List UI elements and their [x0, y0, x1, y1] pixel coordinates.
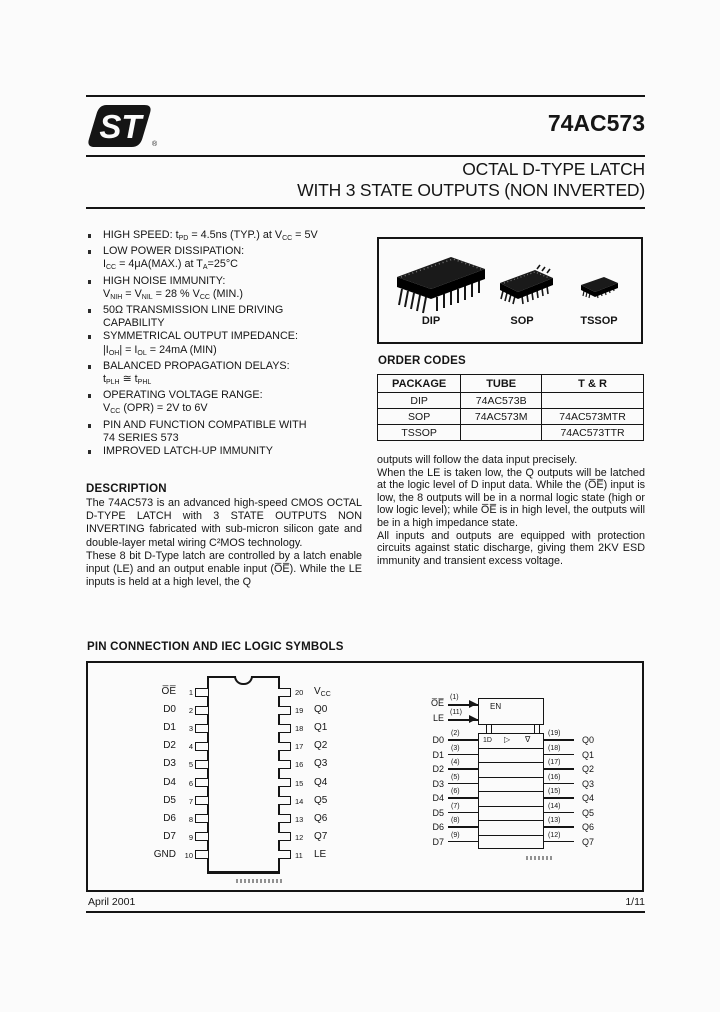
dip-outline — [207, 676, 280, 874]
iec-output-label: Q4 — [582, 793, 595, 804]
dip-pin-stub-right — [278, 760, 291, 769]
text-segment: GND — [153, 848, 176, 860]
features-list — [86, 229, 362, 458]
iec-pin-number: (2) — [451, 730, 460, 738]
text-segment: =25°C — [207, 258, 238, 271]
iec-output-label: Q6 — [582, 822, 595, 833]
dip-figure-code — [236, 879, 282, 883]
iec-pin-number: (13) — [548, 817, 561, 825]
order-codes-cell: 74AC573M — [461, 409, 542, 425]
iec-1d-glyph: 1D — [483, 737, 492, 744]
iec-amplifier-glyph: ▷ — [504, 735, 511, 744]
description-right-column — [377, 454, 645, 567]
iec-connector-right — [534, 724, 540, 733]
text-segment: Q5 — [314, 794, 328, 806]
st-logo — [88, 101, 158, 156]
text-segment: OL — [137, 349, 147, 357]
iec-output-label: Q0 — [582, 735, 595, 746]
description-paragraph: When the LE is taken low, the Q outputs will be latched at the logic level of D input data. While the (O̅E̅) input is low, the 8 outputs will be in a normal logic state (high or low logic level); while O̅E̅ is in high level, the outputs will be in a high impedance state. — [377, 466, 645, 529]
text-segment: D0 — [163, 704, 176, 716]
iec-row-divider — [478, 748, 544, 749]
description-paragraph: All inputs and outputs are equipped with protection circuits against static discharge, giving them 2KV ESD immunity and transient excess voltage. — [377, 529, 645, 567]
order-codes-heading: ORDER CODES — [378, 355, 466, 367]
dip-pin-number: 2 — [188, 706, 193, 716]
iec-input-line — [448, 739, 478, 741]
pin-section-heading: PIN CONNECTION AND IEC LOGIC SYMBOLS — [87, 641, 344, 653]
text-segment: = V — [122, 287, 142, 300]
doc-title-line1: OCTAL D-TYPE LATCH — [462, 159, 645, 179]
doc-title-line2: WITH 3 STATE OUTPUTS (NON INVERTED) — [297, 180, 645, 200]
text-segment: OPERATING VOLTAGE RANGE: — [103, 389, 263, 402]
iec-input-label: D5 — [432, 807, 444, 818]
iec-polarity-triangle-icon — [469, 715, 477, 723]
text-segment: V — [103, 402, 111, 415]
feature-line — [103, 288, 362, 304]
dip-pin-stub-left — [195, 778, 208, 787]
iec-row-divider — [478, 820, 544, 821]
iec-pin-number: (11) — [450, 709, 462, 716]
iec-input-label: D0 — [432, 735, 444, 746]
iec-input-label: D7 — [432, 836, 444, 847]
order-codes-body — [378, 393, 644, 441]
text-segment: Q2 — [314, 740, 328, 752]
dip-pin-stub-left — [195, 850, 208, 859]
bullet-icon — [88, 250, 91, 254]
feature-item — [86, 275, 362, 304]
order-codes-row — [378, 393, 644, 409]
description-left-column — [86, 497, 362, 589]
dip-pin-label — [314, 813, 327, 824]
dip-pin-stub-left — [195, 814, 208, 823]
iec-row-divider — [478, 777, 544, 778]
bullet-icon — [88, 335, 91, 339]
text-segment: = 5V — [292, 229, 318, 241]
text-segment: HIGH NOISE IMMUNITY: — [103, 274, 226, 287]
iec-control-block — [478, 698, 544, 725]
feature-item — [86, 360, 362, 389]
dip-pin-number: 8 — [188, 814, 193, 824]
dip-pin-stub-right — [278, 706, 291, 715]
iec-row-divider — [478, 762, 544, 763]
iec-output-line — [544, 797, 574, 799]
feature-line — [103, 445, 362, 458]
dip-pin-stub-left — [195, 688, 208, 697]
iec-pin-number: (9) — [451, 831, 460, 839]
footer-page-number: 1/11 — [625, 896, 645, 908]
dip-pin-stub-left — [195, 796, 208, 805]
text-segment: CC — [282, 235, 293, 242]
dip-pin-stub-right — [278, 850, 291, 859]
dip-pin-number: 14 — [295, 796, 304, 806]
feature-line — [103, 360, 362, 373]
feature-item — [86, 330, 362, 359]
part-number: 74AC573 — [547, 110, 645, 136]
bullet-icon — [88, 280, 91, 284]
registered-mark: ® — [152, 141, 158, 148]
description-paragraph: outputs will follow the data input precisely. — [377, 454, 578, 466]
dip-package-label: DIP — [421, 315, 441, 327]
order-codes-header-cell: PACKAGE — [378, 375, 461, 393]
text-segment: A — [202, 264, 208, 272]
dip-pin-label — [118, 740, 176, 751]
feature-line — [103, 432, 362, 445]
text-segment: Q0 — [314, 704, 328, 716]
text-segment: I — [103, 258, 106, 271]
iec-output-label: Q3 — [582, 778, 595, 789]
text-segment: V — [314, 686, 321, 697]
feature-item — [86, 245, 362, 274]
iec-input-line — [448, 797, 478, 799]
text-segment: PD — [178, 235, 189, 242]
dip-pin-label — [314, 777, 327, 788]
dip-pin-label — [314, 686, 331, 700]
text-segment: PIN AND FUNCTION COMPATIBLE WITH — [103, 418, 307, 431]
dip-pin-stub-right — [278, 724, 291, 733]
iec-output-label: Q7 — [582, 836, 595, 847]
iec-pin-number: (4) — [451, 759, 460, 767]
dip-pin-label — [118, 686, 176, 697]
feature-line — [103, 258, 362, 274]
bullet-icon — [88, 365, 91, 369]
feature-line — [103, 330, 362, 343]
iec-output-label: Q5 — [582, 807, 595, 818]
text-segment: (OPR) = 2V to 6V — [120, 402, 208, 415]
text-segment: D3 — [163, 758, 176, 770]
text-segment: Q7 — [314, 830, 328, 842]
order-codes-cell: DIP — [378, 393, 461, 409]
iec-control-label: O̅E̅ — [430, 698, 444, 708]
dip-pin-label — [314, 849, 326, 860]
text-segment: V — [103, 287, 111, 300]
dip-pin-label — [118, 831, 176, 842]
feature-line — [103, 389, 362, 402]
feature-item — [86, 389, 362, 418]
text-segment: IMPROVED LATCH-UP IMMUNITY — [103, 445, 273, 458]
text-segment: CC — [199, 293, 210, 301]
order-codes-cell — [542, 393, 644, 409]
feature-item — [86, 229, 362, 245]
footer-rule — [86, 911, 645, 913]
order-codes-cell: 74AC573MTR — [542, 409, 644, 425]
bullet-icon — [88, 309, 91, 313]
text-segment: NIL — [141, 293, 153, 301]
feature-line — [103, 317, 362, 330]
bullet-icon — [88, 234, 91, 238]
dip-pin-number: 10 — [184, 850, 193, 860]
iec-pin-number: (12) — [548, 831, 561, 839]
dip-pin-label — [118, 777, 176, 788]
iec-pin-number: (16) — [548, 773, 561, 781]
iec-pin-number: (17) — [548, 759, 561, 767]
feature-item — [86, 419, 362, 445]
text-segment: 50Ω TRANSMISSION LINE DRIVING — [103, 304, 284, 317]
dip-pin-number: 3 — [188, 724, 193, 734]
iec-output-label: Q1 — [582, 749, 595, 760]
bullet-icon — [88, 424, 91, 428]
dip-pin-label — [314, 831, 327, 842]
order-codes-header-row — [378, 375, 644, 393]
text-segment: O̅E̅ — [161, 686, 176, 697]
dip-pin-stub-left — [195, 832, 208, 841]
svg-text:ST: ST — [99, 108, 142, 145]
iec-polarity-triangle-icon — [469, 700, 477, 708]
text-segment: NIH — [110, 293, 123, 301]
package-box — [377, 237, 643, 344]
dip-pin-stub-right — [278, 814, 291, 823]
iec-pin-number: (8) — [451, 817, 460, 825]
text-segment: Q1 — [314, 722, 328, 734]
dip-pin-number: 16 — [295, 760, 304, 770]
dip-pin-number: 11 — [295, 850, 303, 860]
dip-pin-stub-left — [195, 760, 208, 769]
iec-pin-number: (15) — [548, 788, 561, 796]
iec-input-label: D2 — [432, 764, 444, 775]
description-paragraph: These 8 bit D-Type latch are controlled by a latch enable input (LE) and an output enable input (O̅E̅). While the LE inputs is held at a high level, the Q — [86, 549, 362, 589]
feature-line — [103, 229, 362, 245]
text-segment: OH — [108, 349, 120, 357]
text-segment: t — [103, 373, 106, 386]
description-paragraph: The 74AC573 is an advanced high-speed CMOS OCTAL D-TYPE LATCH with 3 STATE OUTPUTS NON INVERTING fabricated with sub-micron silicon gate and double-layer metal wiring C²MOS technology. — [86, 497, 362, 549]
iec-row-divider — [478, 835, 544, 836]
iec-output-line — [544, 768, 574, 770]
dip-package-photo — [391, 247, 491, 317]
dip-pin-number: 5 — [188, 760, 193, 770]
dip-pin-number: 7 — [188, 796, 193, 806]
text-segment: CC — [320, 691, 331, 698]
iec-pin-number: (1) — [450, 694, 459, 701]
text-segment: HIGH SPEED: t — [103, 229, 179, 241]
header-rule-bottom — [86, 207, 645, 209]
doc-title — [200, 159, 645, 201]
iec-pin-number: (19) — [548, 730, 561, 738]
iec-figure-code — [526, 856, 554, 860]
dip-pin-label — [118, 722, 176, 733]
text-segment: BALANCED PROPAGATION DELAYS: — [103, 359, 290, 372]
order-codes-row — [378, 425, 644, 441]
iec-output-line — [544, 826, 574, 828]
iec-row-divider — [478, 806, 544, 807]
pin-connection-box — [86, 661, 644, 892]
text-segment: 74 SERIES 573 — [103, 431, 179, 444]
description-heading: DESCRIPTION — [86, 483, 167, 495]
dip-pin-label — [118, 813, 176, 824]
order-codes-cell: SOP — [378, 409, 461, 425]
text-segment: D6 — [163, 812, 176, 824]
feature-line — [103, 344, 362, 360]
iec-input-line — [448, 826, 478, 828]
dip-pin-number: 20 — [295, 688, 304, 697]
tssop-package-photo — [577, 271, 621, 305]
text-segment: PHL — [137, 379, 152, 387]
feature-line — [103, 275, 362, 288]
text-segment: ≅ t — [119, 373, 138, 386]
iec-input-line — [448, 812, 478, 814]
text-segment: = 28 % V — [152, 287, 200, 300]
iec-tristate-glyph: ∇ — [525, 735, 531, 744]
dip-pin-stub-left — [195, 724, 208, 733]
header-rule-top — [86, 95, 645, 97]
feature-item — [86, 304, 362, 330]
iec-input-label: D6 — [432, 822, 444, 833]
dip-pin-label — [118, 704, 176, 715]
dip-pin-number: 9 — [188, 832, 193, 842]
iec-control-label: LE — [432, 713, 444, 723]
order-codes-cell: 74AC573TTR — [542, 425, 644, 441]
dip-pin-label — [314, 704, 327, 715]
text-segment: CC — [106, 264, 117, 272]
dip-pin-stub-right — [278, 778, 291, 787]
dip-pin-number: 18 — [295, 724, 304, 734]
feature-line — [103, 373, 362, 389]
dip-pin-label — [314, 740, 327, 751]
order-codes-cell: 74AC573B — [461, 393, 542, 409]
dip-pin-stub-right — [278, 742, 291, 751]
feature-line — [103, 304, 362, 317]
header-rule-mid — [86, 155, 645, 157]
text-segment: = 24mA (MIN) — [146, 343, 217, 356]
dip-pin-stub-right — [278, 796, 291, 805]
dip-pin-number: 19 — [295, 706, 304, 716]
iec-input-line — [448, 841, 478, 843]
iec-en-label: EN — [490, 702, 502, 711]
dip-pin-number: 4 — [188, 742, 193, 752]
text-segment: | = I — [119, 343, 138, 356]
iec-input-line — [448, 783, 478, 785]
text-segment: D4 — [163, 776, 176, 788]
sop-package-photo — [495, 261, 559, 311]
iec-output-line — [544, 812, 574, 814]
text-segment: |I — [103, 343, 109, 356]
iec-input-line — [448, 768, 478, 770]
order-codes-cell: TSSOP — [378, 425, 461, 441]
text-segment: = 4.5ns (TYP.) at V — [188, 229, 283, 241]
dip-pin-number: 6 — [188, 778, 193, 788]
order-codes-row — [378, 409, 644, 425]
text-segment: PLH — [106, 379, 120, 387]
dip-pin-stub-left — [195, 706, 208, 715]
dip-pin-label — [314, 795, 327, 806]
iec-input-label: D4 — [432, 793, 444, 804]
text-segment: D7 — [163, 830, 176, 842]
text-segment: Q3 — [314, 758, 328, 770]
iec-output-line — [544, 754, 574, 756]
iec-pin-number: (3) — [451, 744, 460, 752]
dip-pin-stub-right — [278, 832, 291, 841]
order-codes-table — [377, 374, 644, 441]
dip-pin-label — [118, 758, 176, 769]
dip-pin-label — [118, 849, 176, 860]
iec-input-label: D1 — [432, 749, 444, 760]
order-codes-header-cell: T & R — [542, 375, 644, 393]
text-segment: SYMMETRICAL OUTPUT IMPEDANCE: — [103, 330, 298, 343]
dip-pin-label — [118, 795, 176, 806]
dip-pin-number: 12 — [295, 832, 304, 842]
text-segment: D1 — [163, 722, 176, 734]
bullet-icon — [88, 450, 91, 454]
tssop-package-label: TSSOP — [580, 315, 618, 327]
iec-output-line — [544, 739, 574, 741]
feature-line — [103, 245, 362, 258]
iec-output-line — [544, 841, 574, 843]
iec-pin-number: (14) — [548, 802, 561, 810]
text-segment: D2 — [163, 740, 176, 752]
iec-input-label: D3 — [432, 778, 444, 789]
order-codes-header-cell: TUBE — [461, 375, 542, 393]
dip-pin-number: 1 — [188, 688, 193, 697]
text-segment: CC — [110, 408, 121, 416]
iec-output-line — [544, 783, 574, 785]
iec-input-line — [448, 754, 478, 756]
dip-pin-number: 17 — [295, 742, 304, 752]
st-logo-graphic — [88, 101, 154, 151]
iec-pin-number: (7) — [451, 802, 460, 810]
text-segment: CAPABILITY — [103, 317, 165, 330]
iec-pin-number: (6) — [451, 788, 460, 796]
order-codes-cell — [461, 425, 542, 441]
text-segment: D5 — [163, 794, 176, 806]
iec-pin-number: (5) — [451, 773, 460, 781]
text-segment: Q6 — [314, 812, 328, 824]
dip-pin-number: 15 — [295, 778, 304, 788]
iec-output-label: Q2 — [582, 764, 595, 775]
text-segment: = 4μA(MAX.) at T — [116, 258, 203, 271]
dip-pin-label — [314, 758, 327, 769]
footer-date: April 2001 — [88, 896, 136, 908]
iec-row-divider — [478, 791, 544, 792]
feature-item — [86, 445, 362, 458]
iec-connector-left — [486, 724, 492, 733]
text-segment: Q4 — [314, 776, 328, 788]
text-segment: (MIN.) — [209, 287, 243, 300]
dip-pin-stub-right — [278, 688, 291, 697]
feature-line — [103, 419, 362, 432]
text-segment: LOW POWER DISSIPATION: — [103, 245, 245, 258]
iec-pin-number: (18) — [548, 744, 561, 752]
dip-pin-stub-left — [195, 742, 208, 751]
sop-package-label: SOP — [510, 315, 534, 327]
dip-pin-label — [314, 722, 327, 733]
feature-line — [103, 402, 362, 418]
dip-pin-number: 13 — [295, 814, 304, 824]
bullet-icon — [88, 394, 91, 398]
text-segment: LE — [314, 848, 327, 860]
